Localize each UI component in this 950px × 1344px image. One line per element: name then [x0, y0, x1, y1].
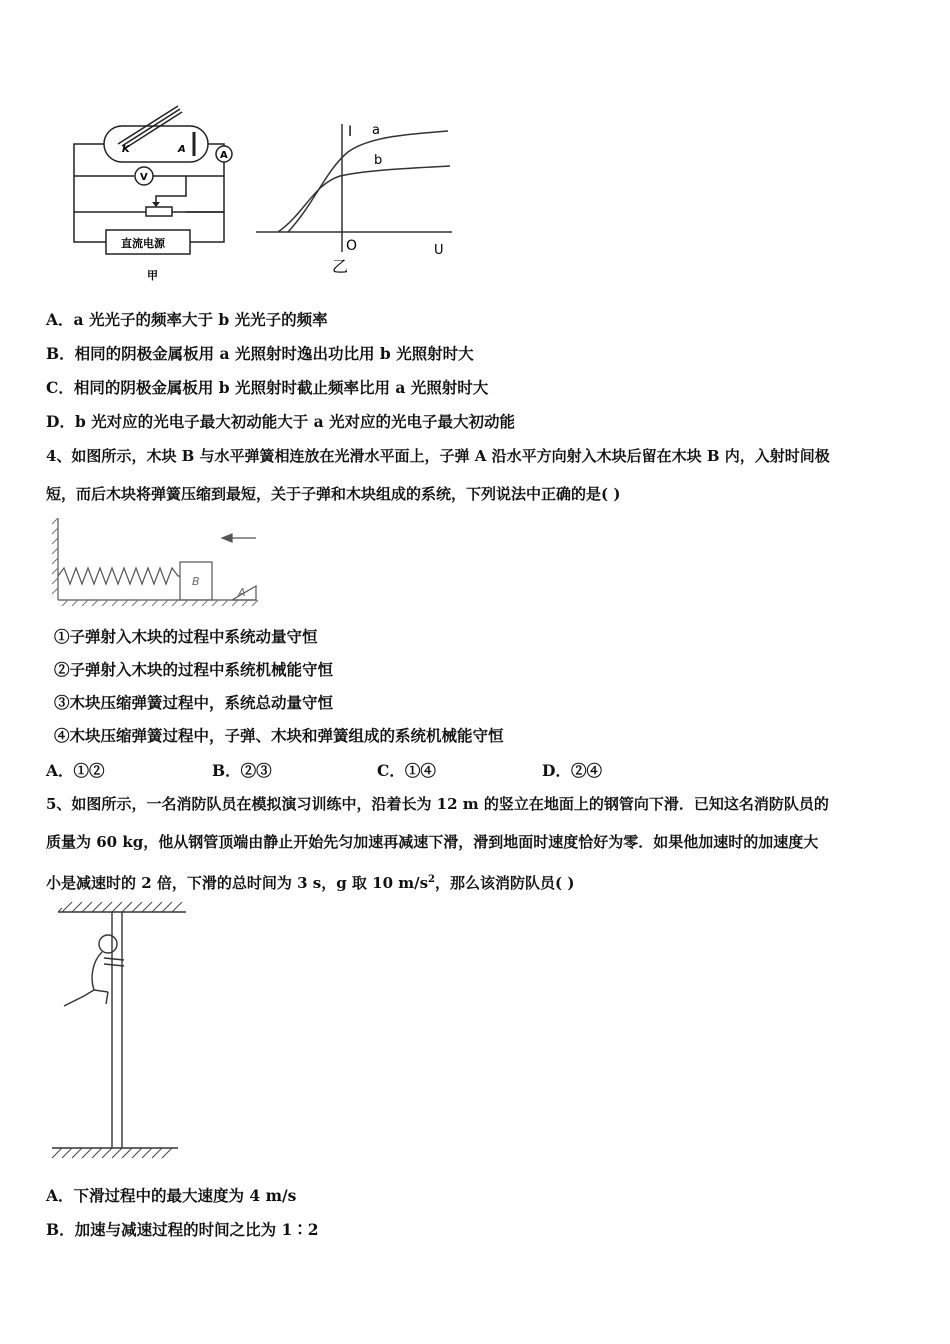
q3-option-d [46, 411, 515, 433]
rheostat [146, 207, 172, 216]
power-supply-label: 直流电源 [121, 237, 165, 250]
q3-option-d-letter: D． [46, 412, 75, 431]
curve-a-label: a [372, 123, 380, 138]
bullet-a-label: A [238, 586, 246, 599]
q4-option-c: C．①④ [377, 761, 436, 780]
q5-option-b-text: 加速与减速过程的时间之比为 1∶2 [74, 1220, 319, 1239]
q5-stem-line1: 5、如图所示，一名消防队员在模拟演习训练中，沿着长为 12 m 的竖立在地面上的钢管向下滑．已知这名消防队员的 [46, 795, 829, 813]
q5-option-a-text: 下滑过程中的最大速度为 4 m/s [73, 1186, 297, 1205]
voltmeter-label: V [140, 172, 148, 183]
q3-option-c [46, 377, 488, 399]
q4-stem-line2: 短，而后木块将弹簧压缩到最短，关于子弹和木块组成的系统，下列说法中正确的是( ) [46, 485, 621, 503]
ammeter-label: A [220, 150, 228, 161]
cathode-label: K [122, 144, 130, 155]
circuit-diagram [66, 96, 241, 286]
curve-b [278, 166, 450, 232]
curve-a [288, 131, 448, 232]
q5-stem-line3-main: 小是减速时的 2 倍，下滑的总时间为 3 s，g 取 10 m/s [46, 874, 429, 892]
graph-caption: 乙 [332, 257, 349, 276]
q4-statement-4: ④木块压缩弹簧过程中，子弹、木块和弹簧组成的系统机械能守恒 [54, 726, 504, 745]
q5-stem-line3-end: ，那么该消防队员( ) [435, 874, 575, 892]
q5-stem-exponent: 2 [428, 874, 436, 885]
q3-option-a-letter: A． [46, 310, 74, 329]
q5-option-b-letter: B． [46, 1220, 75, 1239]
spring-block-diagram [52, 514, 262, 606]
u-axis-label: U [434, 243, 444, 258]
q5-stem-line3 [46, 869, 574, 894]
q4-option-b: B．②③ [212, 761, 272, 780]
q4-statement-1: ①子弹射入木块的过程中系统动量守恒 [54, 627, 318, 646]
block-b-label: B [192, 575, 200, 588]
q3-option-c-letter: C． [46, 378, 74, 397]
iu-graph [252, 118, 457, 278]
q3-option-a-text: a 光光子的频率大于 b 光光子的频率 [73, 310, 328, 329]
q3-option-b-letter: B． [46, 344, 75, 363]
origin-label: O [346, 238, 358, 254]
q4-statement-2: ②子弹射入木块的过程中系统机械能守恒 [54, 660, 334, 679]
circuit-caption: 甲 [147, 269, 158, 282]
q4-statement-3: ③木块压缩弹簧过程中，系统总动量守恒 [54, 693, 334, 712]
q4-stem-line1: 4、如图所示，木块 B 与水平弹簧相连放在光滑水平面上，子弹 A 沿水平方向射入木块后留在木块 B 内，入射时间极 [46, 447, 830, 465]
spring-coil [58, 568, 180, 584]
q5-option-b [46, 1219, 319, 1241]
q3-option-b-text: 相同的阴极金属板用 a 光照射时逸出功比用 b 光照射时大 [74, 344, 474, 363]
q3-option-a [46, 309, 328, 331]
firefighter-pole-diagram [48, 898, 190, 1162]
q5-option-a [46, 1185, 296, 1207]
q4-option-a: A．①② [46, 761, 105, 780]
curve-b-label: b [374, 153, 383, 168]
q3-option-b [46, 343, 474, 365]
phototube [104, 126, 208, 162]
q5-option-a-letter: A． [46, 1186, 74, 1205]
i-axis-label: I [348, 124, 353, 140]
firefighter-head [99, 935, 117, 953]
q4-option-d: D．②④ [542, 761, 602, 780]
q5-stem-line2: 质量为 60 kg，他从钢管顶端由静止开始先匀加速再减速下滑，滑到地面时速度恰好为零．如果他加速时的加速度大 [46, 833, 819, 851]
q3-option-c-text: 相同的阴极金属板用 b 光照射时截止频率比用 a 光照射时大 [73, 378, 489, 397]
anode-label: A [178, 144, 186, 155]
q3-option-d-text: b 光对应的光电子最大初动能大于 a 光对应的光电子最大初动能 [74, 412, 516, 431]
